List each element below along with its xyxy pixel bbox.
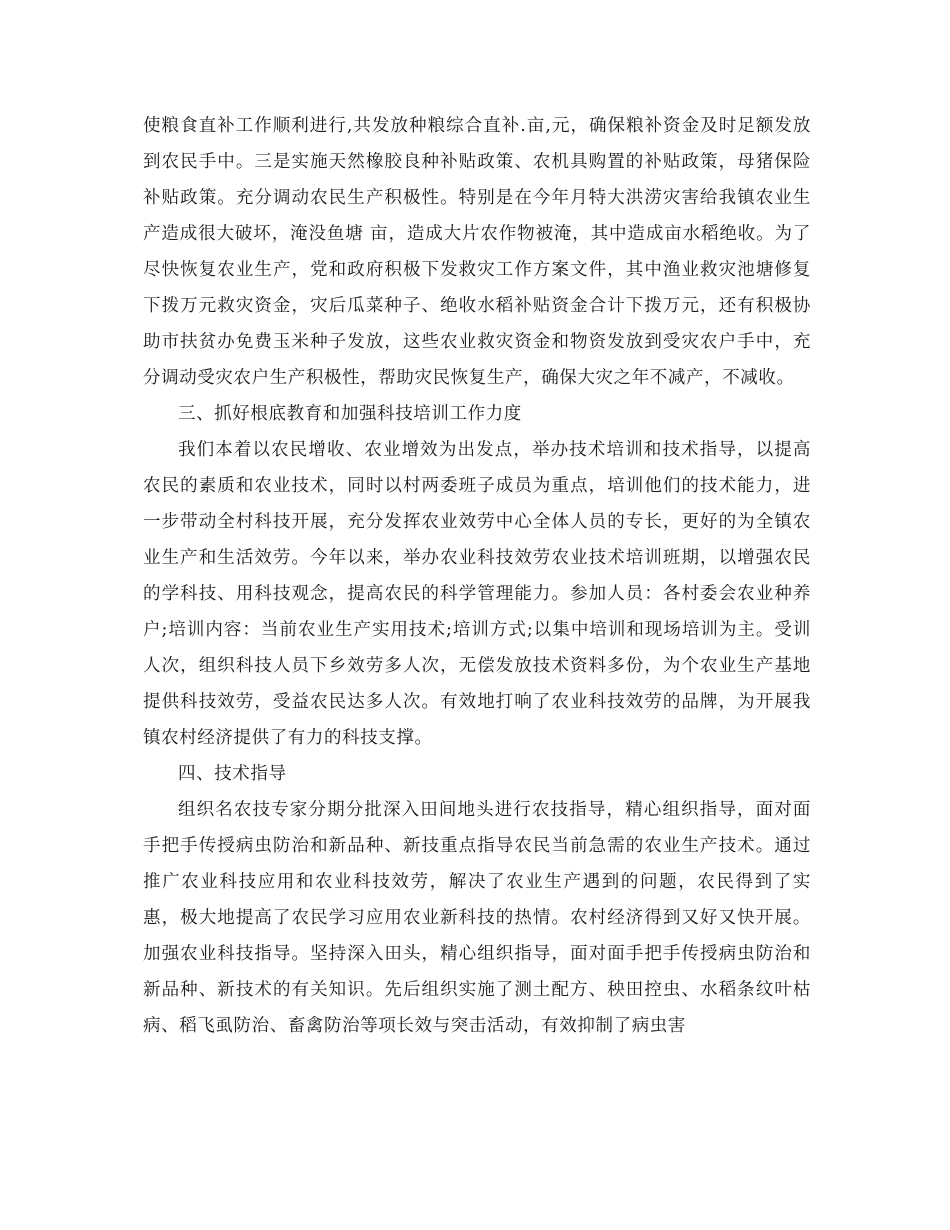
section-heading-technical-guidance: 四、技术指导 [178,764,287,784]
paragraph-technical-guidance: 组织名农技专家分期分批深入田间地头进行农技指导，精心组织指导，面对面手把手传授病虫防治和新品种、新技重点指导农民当前急需的农业生产技术。通过推广农业科技应用和农业科技效劳，解决了农业生产遇到的问题，农民得到了实惠，极大地提高了农民学习应用农业新科技的热情。农村经济得到又好又快开展。加强农业科技指导。坚持深入田头，精心组织指导，面对面手把手传授病虫防治和新品种、新技术的有关知识。先后组织实施了测土配方、秧田控虫、水稻条纹叶枯病、稻飞虱防治、畜禽防治等项长效与突击活动，有效抑制了病虫害 [143,800,811,1036]
paragraph-grain-subsidy: 使粮食直补工作顺利进行,共发放种粮综合直补.亩,元，确保粮补资金及时足额发放到农民手中。三是实施天然橡胶良种补贴政策、农机具购置的补贴政策，母猪保险补贴政策。充分调动农民生产积极性。特别是在今年月特大洪涝灾害给我镇农业生产造成很大破坏，淹没鱼塘 亩，造成大片农作物被淹，其中造成亩水稻绝收。为了尽快恢复农业生产，党和政府积极下发救灾工作方案文件，其中渔业救灾池塘修复下拨万元救灾资金，灾后瓜菜种子、绝收水稻补贴资金合计下拨万元，还有积极协助市扶贫办免费玉米种子发放，这些农业救灾资金和物资发放到受灾农户手中，充分调动受灾农户生产积极性，帮助灾民恢复生产，确保大灾之年不减产，不减收。 [143,116,811,388]
section-heading-training: 三、抓好根底教育和加强科技培训工作力度 [178,404,522,424]
paragraph-technical-training: 我们本着以农民增收、农业增效为出发点，举办技术培训和技术指导，以提高农民的素质和农业技术，同时以村两委班子成员为重点，培训他们的技术能力，进一步带动全村科技开展，充分发挥农业效劳中心全体人员的专长，更好的为全镇农业生产和生活效劳。今年以来，举办农业科技效劳农业技术培训班期，以增强农民的学科技、用科技观念，提高农民的科学管理能力。参加人员：各村委会农业种养户;培训内容：当前农业生产实用技术;培训方式;以集中培训和现场培训为主。受训人次，组织科技人员下乡效劳多人次，无偿发放技术资料多份，为个农业生产基地提供科技效劳，受益农民达多人次。有效地打响了农业科技效劳的品牌，为开展我镇农村经济提供了有力的科技支撑。 [143,440,811,748]
document-body [143,108,811,1044]
